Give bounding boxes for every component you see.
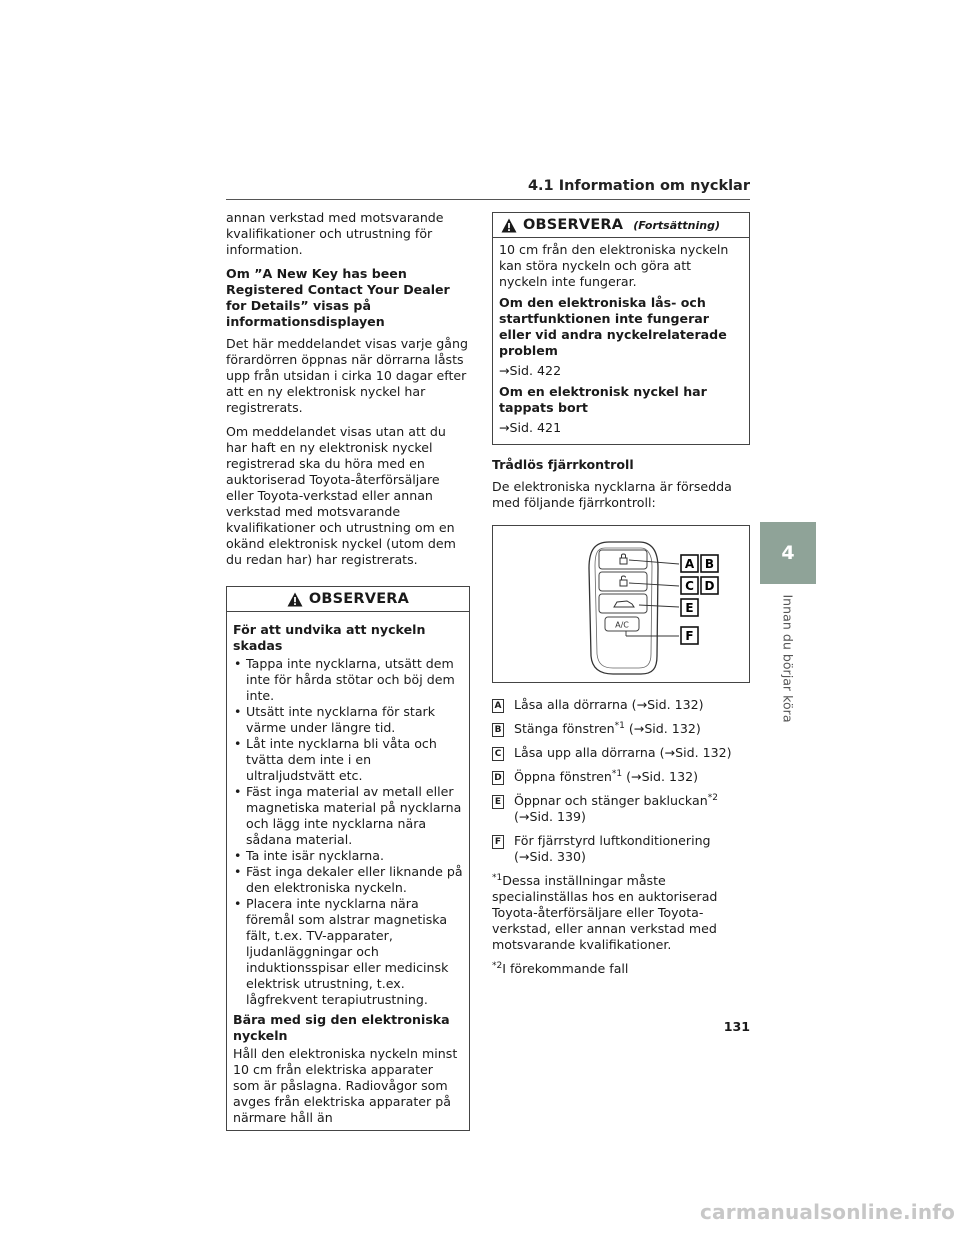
- left-column: [226, 210, 470, 1131]
- legend-label: C: [492, 747, 504, 761]
- ac-button-label: A/C: [615, 620, 629, 630]
- page-reference: →Sid. 421: [499, 420, 562, 435]
- section-header: 4.1 Information om nycklar: [527, 178, 750, 194]
- legend-label: D: [492, 771, 504, 785]
- remote-intro: De elektroniska nycklarna är försedda med följande fjärrkontroll:: [492, 479, 732, 510]
- legend-label: E: [492, 795, 504, 809]
- svg-text:C: C: [685, 579, 694, 593]
- svg-text:D: D: [704, 579, 715, 593]
- legend-item-d: D Öppna fönstren$^{*1}$ (→Sid. 132): [492, 769, 750, 785]
- list-item: • Låt inte nycklarna bli våta och tvätta dem inte i en ultraljudstvätt etc.: [233, 736, 463, 784]
- remote-key-figure: [492, 525, 750, 683]
- notice-paragraph: 10 cm från den elektroniska nyckeln kan störa nyckeln och göra att nyckeln inte fungerar.: [499, 242, 729, 289]
- callout-c: [681, 577, 698, 594]
- new-key-paragraph-2: Om meddelandet visas utan att du har haft en ny elektronisk nyckel registrerad ska du höra med en auktoriserad Toyota-återförsäljare eller Toyota-verkstad eller annan verkstad med motsvarande kvalifikationer och utrustning om en okänd elektronisk nyckel (utom dem du redan har) har registrerats.: [226, 424, 456, 567]
- header-divider: [226, 199, 750, 200]
- page-number: 131: [723, 1019, 750, 1034]
- callout-b: [701, 555, 718, 572]
- callout-d: [701, 577, 718, 594]
- chapter-side-title: Innan du börjar köra: [780, 593, 796, 723]
- legend-item-b: B Stänga fönstren$^{*1}$ (→Sid. 132): [492, 721, 750, 737]
- notice-header: [227, 587, 469, 612]
- list-item: • Fäst inga material av metall eller magnetiska material på nycklarna och lägg inte nycklarna nära sådana material.: [233, 784, 463, 848]
- legend-list: [492, 697, 750, 865]
- svg-text:A: A: [684, 557, 695, 571]
- legend-item-c: C Låsa upp alla dörrarna (→Sid. 132): [492, 745, 750, 761]
- legend-label: B: [492, 723, 504, 737]
- list-item: • Placera inte nycklarna nära föremål som alstrar magnetiska fält, t.ex. TV-apparater, ljudanläggningar och induktionsspisar eller medicinsk elektrisk utrustning, t.ex. lågfrekvent terapiutrustning.: [233, 896, 463, 1008]
- svg-text:E: E: [685, 601, 694, 615]
- list-item: • Utsätt inte nycklarna för stark värme under längre tid.: [233, 704, 463, 736]
- notice-title: OBSERVERA: [523, 217, 624, 233]
- callout-a: [681, 555, 698, 572]
- new-key-heading: Om ”A New Key has been Registered Contact Your Dealer for Details” visas på informationsdisplayen: [226, 266, 450, 329]
- footnote-2: $^{*2}$I förekommande fall: [492, 960, 629, 976]
- notice-box-continued: [492, 212, 750, 445]
- right-column: [492, 212, 750, 985]
- intro-paragraph: annan verkstad med motsvarande kvalifikationer och utrustning för information.: [226, 210, 444, 257]
- notice-box: [226, 586, 470, 1131]
- list-item: • Fäst inga dekaler eller liknande på den elektroniska nyckeln.: [233, 864, 463, 896]
- callout-e: [681, 599, 698, 616]
- notice-bullet-list: [233, 656, 463, 1008]
- watermark: carmanualsonline.info: [700, 1200, 956, 1224]
- warning-icon: [501, 218, 517, 233]
- callout-f: [681, 627, 698, 644]
- notice-title: OBSERVERA: [308, 591, 410, 607]
- legend-item-f: F För fjärrstyrd luftkonditionering (→Sid. 330): [492, 833, 750, 865]
- notice-paragraph: Håll den elektroniska nyckeln minst 10 cm från elektriska apparater som är påslagna. Radiovågor som avges från elektriska apparater på närmare håll än: [233, 1046, 458, 1125]
- svg-text:B: B: [704, 557, 715, 571]
- warning-icon: [287, 592, 303, 607]
- legend-item-e: E Öppnar och stänger bakluckan$^{*2}$ (→Sid. 139): [492, 793, 750, 825]
- legend-label: A: [492, 699, 504, 713]
- remote-key-illustration: [493, 526, 749, 682]
- notice-heading: Om den elektroniska lås- och startfunktionen inte fungerar eller vid andra nyckelrelaterade problem: [499, 295, 727, 358]
- notice-heading: För att undvika att nyckeln skadas: [233, 622, 426, 653]
- remote-heading: Trådlös fjärrkontroll: [492, 457, 634, 472]
- svg-text:F: F: [685, 629, 694, 643]
- new-key-paragraph-1: Det här meddelandet visas varje gång förardörren öppnas när dörrarna låsts upp från utsidan i cirka 10 dagar efter att en ny elektronisk nyckel har registrerats.: [226, 336, 468, 415]
- legend-item-a: A Låsa alla dörrarna (→Sid. 132): [492, 697, 750, 713]
- chapter-tab: 4: [760, 522, 816, 584]
- list-item: • Tappa inte nycklarna, utsätt dem inte för hårda stötar och böj dem inte.: [233, 656, 463, 704]
- list-item: • Ta inte isär nycklarna.: [233, 848, 463, 864]
- notice-continued-label: (Fortsättning): [633, 218, 720, 232]
- footnote-1: $^{*1}$Dessa inställningar måste specialinställas hos en auktoriserad Toyota-återförsäljare eller Toyota-verkstad, eller annan verkstad med motsvarande kvalifikationer.: [492, 872, 718, 952]
- notice-body: [227, 612, 469, 1130]
- notice-heading-2: Om en elektronisk nyckel har tappats bort: [499, 384, 707, 415]
- notice-header-continued: [493, 213, 749, 238]
- notice-body-continued: [493, 238, 749, 444]
- legend-label: F: [492, 835, 504, 849]
- page-reference: →Sid. 422: [499, 363, 562, 378]
- notice-heading-2: Bära med sig den elektroniska nyckeln: [233, 1012, 450, 1043]
